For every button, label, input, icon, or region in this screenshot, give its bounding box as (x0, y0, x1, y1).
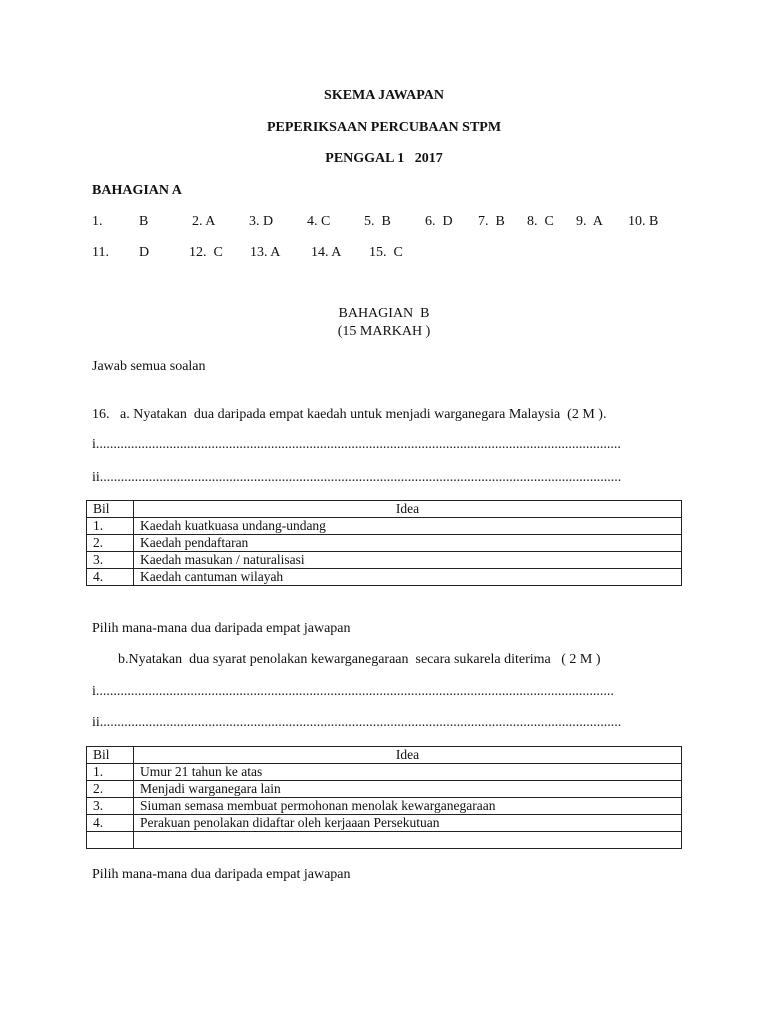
row-idea: Kaedah cantuman wilayah (134, 569, 682, 586)
answer-item: 2. A (192, 214, 216, 229)
answer-item: 10. B (628, 214, 659, 229)
header-idea: Idea (134, 747, 682, 764)
answer-line-ii: ii..................................................................................................................................................... (92, 470, 622, 485)
table-row (87, 815, 682, 832)
answer-item: 3. D (249, 214, 274, 229)
answer-line-i: i.................................................................................................................................................... (92, 684, 614, 699)
idea-table-16b (86, 746, 682, 849)
doc-title: SKEMA JAWAPAN (324, 88, 444, 103)
row-idea: Kaedah masukan / naturalisasi (134, 552, 682, 569)
section-b-title: BAHAGIAN B (338, 306, 430, 321)
answer-item: 12. C (189, 245, 223, 260)
row-number: 1. (87, 764, 134, 781)
row-number: 2. (87, 535, 134, 552)
answer-item: 6. D (425, 214, 453, 229)
answer-item: 7. B (478, 214, 505, 229)
row-number: 3. (87, 798, 134, 815)
table-row (87, 764, 682, 781)
term-title: PENGGAL 1 2017 (325, 151, 443, 166)
section-b-marks: (15 MARKAH ) (337, 324, 431, 339)
section-a-title: BAHAGIAN A (92, 183, 182, 198)
row-number: 4. (87, 815, 134, 832)
row-number: 4. (87, 569, 134, 586)
row-number (87, 832, 134, 849)
idea-table-16a (86, 500, 682, 586)
table-row-empty (87, 832, 682, 849)
header-bil: Bil (87, 747, 134, 764)
row-number: 3. (87, 552, 134, 569)
row-idea: Umur 21 tahun ke atas (134, 764, 682, 781)
answer-item: 8. C (527, 214, 554, 229)
row-number: 1. (87, 518, 134, 535)
header-idea: Idea (134, 501, 682, 518)
row-idea (134, 832, 682, 849)
answer-item: 13. A (250, 245, 281, 260)
header-bil: Bil (87, 501, 134, 518)
table-header-row (87, 747, 682, 764)
exam-title: PEPERIKSAAN PERCUBAAN STPM (266, 120, 502, 135)
answer-item: 15. C (369, 245, 403, 260)
answer-item: 4. C (307, 214, 331, 229)
row-idea: Menjadi warganegara lain (134, 781, 682, 798)
row-idea: Kaedah pendaftaran (134, 535, 682, 552)
instruction: Jawab semua soalan (92, 359, 206, 374)
answer-item: 14. A (311, 245, 342, 260)
row-idea: Kaedah kuatkuasa undang-undang (134, 518, 682, 535)
answer-item: 11. (92, 245, 109, 260)
answer-item: D (139, 245, 150, 260)
table-row (87, 535, 682, 552)
table-row (87, 798, 682, 815)
answer-item: 9. A (576, 214, 603, 229)
answer-item: B (139, 214, 149, 229)
row-idea: Siuman semasa membuat permohonan menolak kewarganegaraan (134, 798, 682, 815)
answer-line-ii: ii..................................................................................................................................................... (92, 715, 622, 730)
answer-line-i: i...................................................................................................................................................... (92, 437, 621, 452)
note-16b: Pilih mana-mana dua daripada empat jawapan (92, 867, 351, 882)
row-idea: Perakuan penolakan didaftar oleh kerjaaan Persekutuan (134, 815, 682, 832)
table-row (87, 518, 682, 535)
answer-item: 1. (92, 214, 103, 229)
question-16b: b.Nyatakan dua syarat penolakan kewarganegaraan secara sukarela diterima ( 2 M ) (118, 652, 601, 667)
answer-item: 5. B (364, 214, 391, 229)
table-header-row (87, 501, 682, 518)
table-row (87, 552, 682, 569)
table-row (87, 569, 682, 586)
table-row (87, 781, 682, 798)
note-16a: Pilih mana-mana dua daripada empat jawapan (92, 621, 351, 636)
question-16a: 16. a. Nyatakan dua daripada empat kaedah untuk menjadi warganegara Malaysia (2 M ). (92, 407, 607, 422)
row-number: 2. (87, 781, 134, 798)
